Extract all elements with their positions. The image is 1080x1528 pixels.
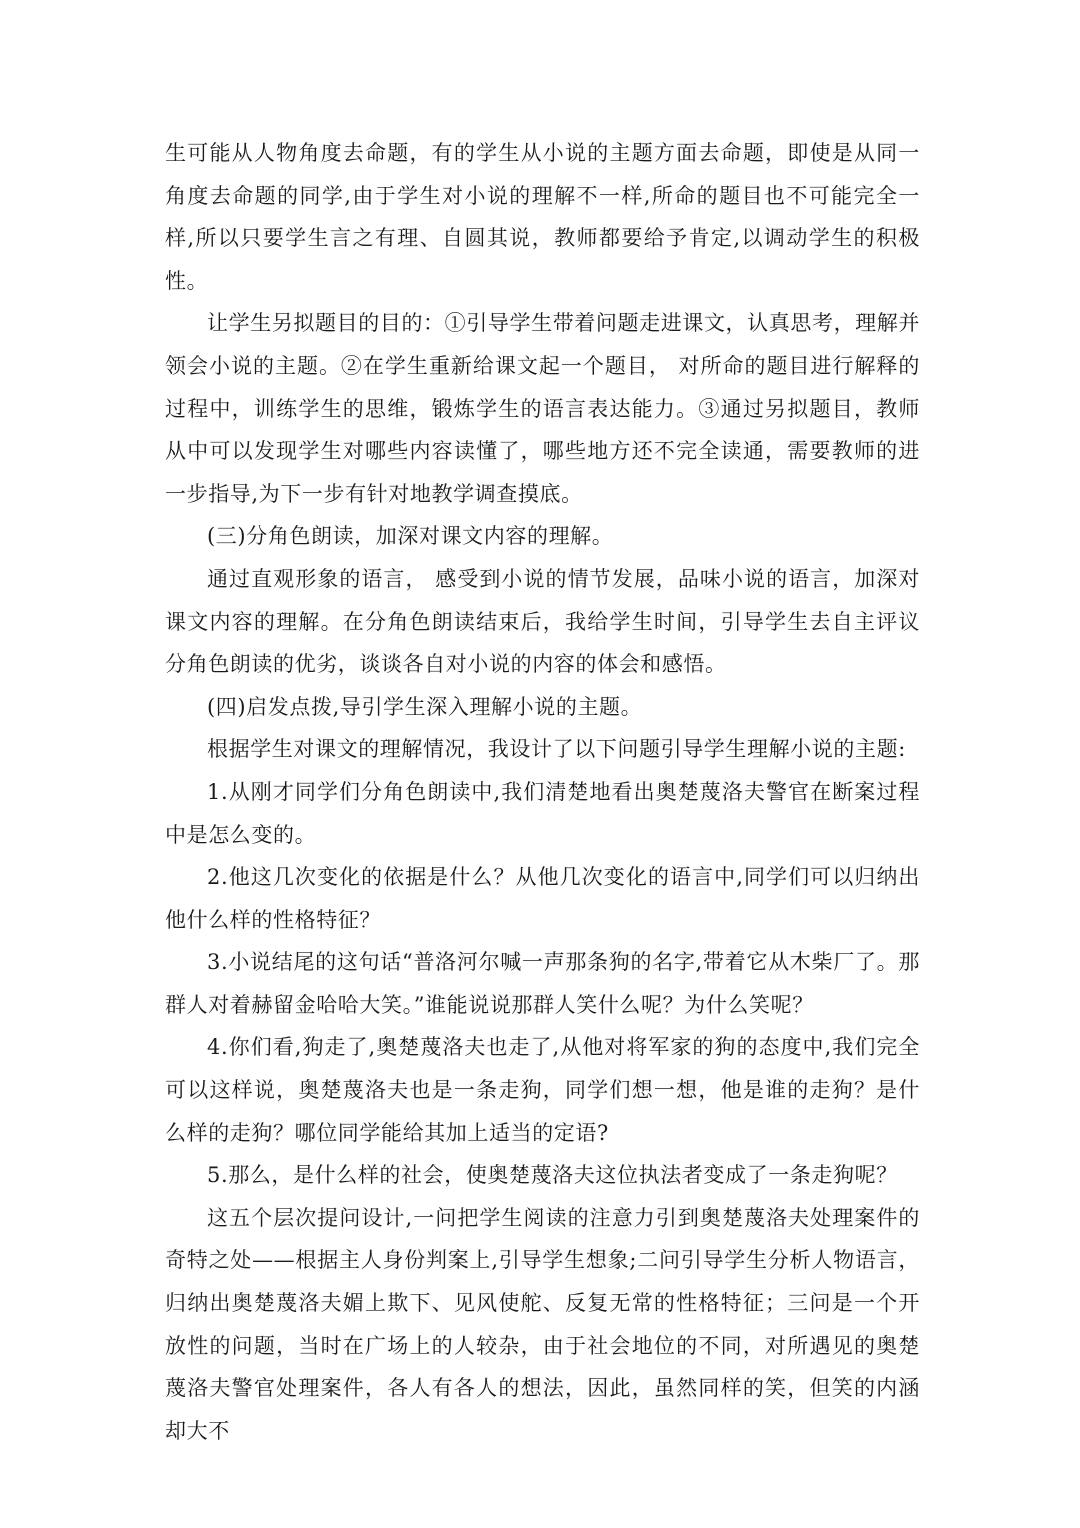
section-heading: (四)启发点拨,导引学生深入理解小说的主题。 [207, 694, 643, 719]
paragraph: 生可能从人物角度去命题，有的学生从小说的主题方面去命题，即使是从同一角度去命题的同学,由于学生对小说的理解不一样,所命的题目也不可能完全一样,所以只要学生言之有理、自圆其说，教师都要给予肯定,以调动学生的积极性。 [165, 141, 920, 293]
paragraph: 通过直观形象的语言， 感受到小说的情节发展，品味小说的语言，加深对课文内容的理解。在分角色朗读结束后，我给学生时间，引导学生去自主评议分角色朗读的优劣，谈谈各自对小说的内容的体会和感悟。 [165, 566, 920, 677]
question-item: 3.小说结尾的这句话“普洛河尔喊一声那条狗的名字,带着它从木柴厂了。那群人对着赫留金哈哈大笑。”谁能说说那群人笑什么呢？为什么笑呢？ [165, 950, 920, 1017]
paragraph: 这五个层次提问设计,一问把学生阅读的注意力引到奥楚蔑洛夫处理案件的奇特之处——根据主人身份判案上,引导学生想象;二问引导学生分析人物语言，归纳出奥楚蔑洛夫媚上欺下、见风使舵、反复无常的性格特征；三问是一个开放性的问题，当时在广场上的人较杂，由于社会地位的不同，对所遇见的奥楚蔑洛夫警官处理案件，各人有各人的想法，因此，虽然同样的笑，但笑的内涵却大不 [165, 1205, 920, 1443]
paragraph: 根据学生对课文的理解情况，我设计了以下问题引导学生理解小说的主题: [207, 737, 906, 762]
question-item: 4.你们看,狗走了,奥楚蔑洛夫也走了,从他对将军家的狗的态度中,我们完全可以这样说，奥楚蔑洛夫也是一条走狗，同学们想一想，他是谁的走狗？是什么样的走狗？哪位同学能给其加上适当的定语? [165, 1035, 920, 1145]
document-body [165, 132, 920, 1452]
section-heading: (三)分角色朗读，加深对课文内容的理解。 [207, 524, 614, 549]
question-item: 2.他这几次变化的依据是什么？从他几次变化的语言中,同学们可以归纳出他什么样的性格特征？ [165, 865, 920, 932]
paragraph: 让学生另拟题目的目的：①引导学生带着问题走进课文，认真思考，理解并领会小说的主题。②在学生重新给课文起一个题目， 对所命的题目进行解释的过程中，训练学生的思维，锻炼学生的语言表达能力。③通过另拟题目，教师从中可以发现学生对哪些内容读懂了，哪些地方还不完全读通，需要教师的进一步指导,为下一步有针对地教学调查摸底。 [165, 311, 920, 506]
question-item: 1.从刚才同学们分角色朗读中,我们清楚地看出奥楚蔑洛夫警官在断案过程中是怎么变的。 [165, 779, 920, 847]
question-item: 5.那么，是什么样的社会，使奥楚蔑洛夫这位执法者变成了一条走狗呢？ [207, 1163, 898, 1188]
